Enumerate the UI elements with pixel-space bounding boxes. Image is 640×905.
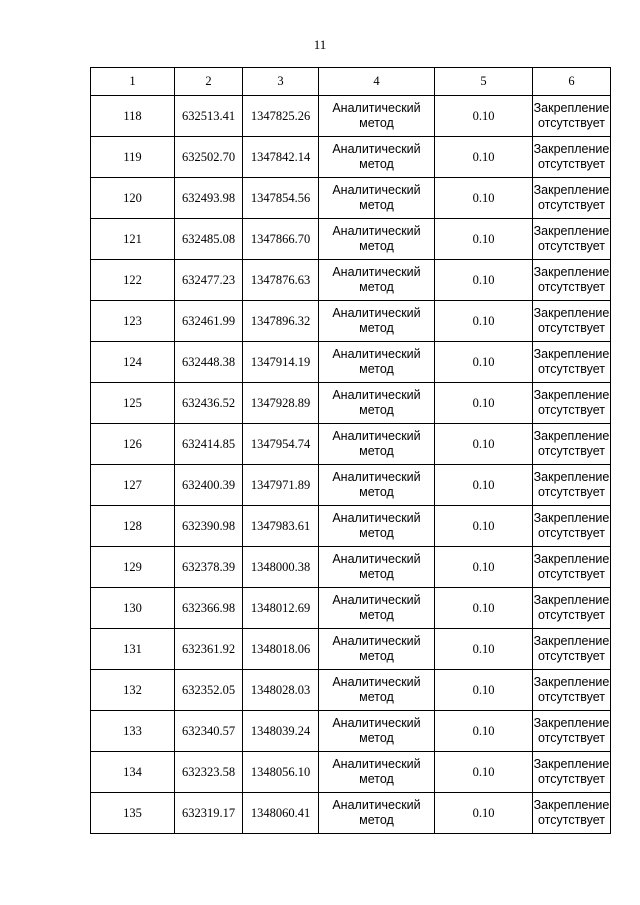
method-line-2: метод <box>359 239 394 253</box>
point-number-cell: 124 <box>91 342 175 383</box>
fixation-line-2: отсутствует <box>537 649 606 663</box>
point-number-cell: 133 <box>91 711 175 752</box>
column-header: 3 <box>243 68 319 96</box>
method-cell <box>319 383 435 424</box>
method-cell <box>319 588 435 629</box>
fixation-cell <box>533 629 611 670</box>
method-cell <box>319 137 435 178</box>
fixation-line-2: отсутствует <box>537 608 606 622</box>
accuracy-cell: 0.10 <box>435 178 533 219</box>
accuracy-cell: 0.10 <box>435 301 533 342</box>
fixation-cell <box>533 793 611 834</box>
fixation-line-1: Закрепление <box>533 224 610 238</box>
fixation-line-2: отсутствует <box>537 690 606 704</box>
method-line-2: метод <box>359 649 394 663</box>
method-cell <box>319 465 435 506</box>
accuracy-cell: 0.10 <box>435 424 533 465</box>
table-row <box>91 506 611 547</box>
method-line-2: метод <box>359 444 394 458</box>
fixation-cell <box>533 219 611 260</box>
fixation-line-1: Закрепление <box>533 798 610 812</box>
fixation-line-2: отсутствует <box>537 731 606 745</box>
accuracy-cell: 0.10 <box>435 793 533 834</box>
point-number-cell: 120 <box>91 178 175 219</box>
y-coordinate-cell: 1348056.10 <box>243 752 319 793</box>
accuracy-cell: 0.10 <box>435 342 533 383</box>
method-cell <box>319 342 435 383</box>
point-number-cell: 118 <box>91 96 175 137</box>
method-line-1: Аналитический <box>332 798 421 812</box>
fixation-line-2: отсутствует <box>537 157 606 171</box>
y-coordinate-cell: 1348012.69 <box>243 588 319 629</box>
accuracy-cell: 0.10 <box>435 711 533 752</box>
table-row <box>91 342 611 383</box>
y-coordinate-cell: 1348000.38 <box>243 547 319 588</box>
table-row <box>91 670 611 711</box>
fixation-cell <box>533 547 611 588</box>
y-coordinate-cell: 1348060.41 <box>243 793 319 834</box>
table-row <box>91 260 611 301</box>
x-coordinate-cell: 632414.85 <box>175 424 243 465</box>
method-line-2: метод <box>359 690 394 704</box>
y-coordinate-cell: 1347825.26 <box>243 96 319 137</box>
x-coordinate-cell: 632513.41 <box>175 96 243 137</box>
table-row <box>91 793 611 834</box>
y-coordinate-cell: 1347928.89 <box>243 383 319 424</box>
x-coordinate-cell: 632477.23 <box>175 260 243 301</box>
fixation-line-2: отсутствует <box>537 485 606 499</box>
accuracy-cell: 0.10 <box>435 260 533 301</box>
table-row <box>91 547 611 588</box>
x-coordinate-cell: 632323.58 <box>175 752 243 793</box>
method-line-1: Аналитический <box>332 306 421 320</box>
fixation-cell <box>533 137 611 178</box>
fixation-line-2: отсутствует <box>537 198 606 212</box>
method-line-2: метод <box>359 813 394 827</box>
x-coordinate-cell: 632319.17 <box>175 793 243 834</box>
point-number-cell: 125 <box>91 383 175 424</box>
table-row <box>91 588 611 629</box>
x-coordinate-cell: 632352.05 <box>175 670 243 711</box>
fixation-line-1: Закрепление <box>533 552 610 566</box>
table-row <box>91 219 611 260</box>
accuracy-cell: 0.10 <box>435 383 533 424</box>
fixation-line-2: отсутствует <box>537 772 606 786</box>
method-line-1: Аналитический <box>332 347 421 361</box>
method-line-2: метод <box>359 116 394 130</box>
method-line-1: Аналитический <box>332 183 421 197</box>
point-number-cell: 119 <box>91 137 175 178</box>
table-row <box>91 752 611 793</box>
fixation-line-2: отсутствует <box>537 116 606 130</box>
column-header: 2 <box>175 68 243 96</box>
column-header: 1 <box>91 68 175 96</box>
fixation-line-2: отсутствует <box>537 239 606 253</box>
y-coordinate-cell: 1347954.74 <box>243 424 319 465</box>
method-line-2: метод <box>359 567 394 581</box>
method-cell <box>319 424 435 465</box>
method-line-2: метод <box>359 526 394 540</box>
fixation-line-1: Закрепление <box>533 716 610 730</box>
method-line-1: Аналитический <box>332 716 421 730</box>
fixation-line-2: отсутствует <box>537 444 606 458</box>
fixation-line-1: Закрепление <box>533 306 610 320</box>
fixation-line-1: Закрепление <box>533 265 610 279</box>
method-line-1: Аналитический <box>332 552 421 566</box>
point-number-cell: 122 <box>91 260 175 301</box>
x-coordinate-cell: 632340.57 <box>175 711 243 752</box>
accuracy-cell: 0.10 <box>435 547 533 588</box>
point-number-cell: 121 <box>91 219 175 260</box>
table-row <box>91 383 611 424</box>
method-line-1: Аналитический <box>332 142 421 156</box>
x-coordinate-cell: 632448.38 <box>175 342 243 383</box>
fixation-cell <box>533 96 611 137</box>
method-line-1: Аналитический <box>332 470 421 484</box>
x-coordinate-cell: 632366.98 <box>175 588 243 629</box>
y-coordinate-cell: 1348018.06 <box>243 629 319 670</box>
fixation-line-1: Закрепление <box>533 593 610 607</box>
point-number-cell: 127 <box>91 465 175 506</box>
point-number-cell: 128 <box>91 506 175 547</box>
fixation-line-1: Закрепление <box>533 634 610 648</box>
fixation-cell <box>533 670 611 711</box>
method-line-2: метод <box>359 608 394 622</box>
accuracy-cell: 0.10 <box>435 219 533 260</box>
fixation-line-1: Закрепление <box>533 429 610 443</box>
x-coordinate-cell: 632378.39 <box>175 547 243 588</box>
fixation-line-1: Закрепление <box>533 142 610 156</box>
fixation-line-2: отсутствует <box>537 362 606 376</box>
point-number-cell: 134 <box>91 752 175 793</box>
y-coordinate-cell: 1347876.63 <box>243 260 319 301</box>
fixation-line-1: Закрепление <box>533 347 610 361</box>
table-row <box>91 96 611 137</box>
method-line-2: метод <box>359 772 394 786</box>
method-cell <box>319 629 435 670</box>
y-coordinate-cell: 1347896.32 <box>243 301 319 342</box>
method-cell <box>319 793 435 834</box>
table-row <box>91 629 611 670</box>
table-row <box>91 137 611 178</box>
fixation-line-1: Закрепление <box>533 675 610 689</box>
x-coordinate-cell: 632461.99 <box>175 301 243 342</box>
method-line-2: метод <box>359 280 394 294</box>
table-row <box>91 424 611 465</box>
y-coordinate-cell: 1347914.19 <box>243 342 319 383</box>
point-number-cell: 131 <box>91 629 175 670</box>
x-coordinate-cell: 632361.92 <box>175 629 243 670</box>
table-row <box>91 711 611 752</box>
fixation-cell <box>533 342 611 383</box>
fixation-cell <box>533 506 611 547</box>
method-cell <box>319 670 435 711</box>
method-line-2: метод <box>359 731 394 745</box>
accuracy-cell: 0.10 <box>435 137 533 178</box>
method-line-1: Аналитический <box>332 675 421 689</box>
fixation-line-1: Закрепление <box>533 101 610 115</box>
method-cell <box>319 301 435 342</box>
fixation-line-2: отсутствует <box>537 526 606 540</box>
accuracy-cell: 0.10 <box>435 506 533 547</box>
table-row <box>91 178 611 219</box>
method-line-2: метод <box>359 485 394 499</box>
method-line-2: метод <box>359 403 394 417</box>
fixation-line-2: отсутствует <box>537 813 606 827</box>
y-coordinate-cell: 1347854.56 <box>243 178 319 219</box>
method-cell <box>319 711 435 752</box>
method-line-2: метод <box>359 198 394 212</box>
accuracy-cell: 0.10 <box>435 752 533 793</box>
y-coordinate-cell: 1347842.14 <box>243 137 319 178</box>
table-row <box>91 465 611 506</box>
x-coordinate-cell: 632493.98 <box>175 178 243 219</box>
point-number-cell: 130 <box>91 588 175 629</box>
fixation-cell <box>533 178 611 219</box>
fixation-line-1: Закрепление <box>533 183 610 197</box>
point-number-cell: 132 <box>91 670 175 711</box>
fixation-cell <box>533 301 611 342</box>
column-header: 5 <box>435 68 533 96</box>
method-cell <box>319 547 435 588</box>
fixation-line-1: Закрепление <box>533 388 610 402</box>
fixation-line-2: отсутствует <box>537 403 606 417</box>
accuracy-cell: 0.10 <box>435 670 533 711</box>
fixation-line-2: отсутствует <box>537 280 606 294</box>
method-line-1: Аналитический <box>332 634 421 648</box>
method-line-1: Аналитический <box>332 388 421 402</box>
fixation-line-1: Закрепление <box>533 511 610 525</box>
accuracy-cell: 0.10 <box>435 465 533 506</box>
accuracy-cell: 0.10 <box>435 629 533 670</box>
fixation-cell <box>533 752 611 793</box>
method-cell <box>319 219 435 260</box>
method-line-1: Аналитический <box>332 757 421 771</box>
y-coordinate-cell: 1348028.03 <box>243 670 319 711</box>
point-number-cell: 123 <box>91 301 175 342</box>
x-coordinate-cell: 632390.98 <box>175 506 243 547</box>
x-coordinate-cell: 632485.08 <box>175 219 243 260</box>
method-cell <box>319 178 435 219</box>
coordinates-table <box>90 67 611 834</box>
fixation-cell <box>533 424 611 465</box>
fixation-cell <box>533 465 611 506</box>
fixation-line-2: отсутствует <box>537 567 606 581</box>
fixation-cell <box>533 711 611 752</box>
point-number-cell: 135 <box>91 793 175 834</box>
page-number: 11 <box>313 37 327 52</box>
point-number-cell: 129 <box>91 547 175 588</box>
table-row <box>91 301 611 342</box>
y-coordinate-cell: 1347971.89 <box>243 465 319 506</box>
accuracy-cell: 0.10 <box>435 588 533 629</box>
method-line-1: Аналитический <box>332 101 421 115</box>
method-cell <box>319 506 435 547</box>
method-cell <box>319 96 435 137</box>
fixation-line-2: отсутствует <box>537 321 606 335</box>
x-coordinate-cell: 632436.52 <box>175 383 243 424</box>
method-line-2: метод <box>359 321 394 335</box>
fixation-cell <box>533 260 611 301</box>
y-coordinate-cell: 1347866.70 <box>243 219 319 260</box>
table-header-row <box>91 68 611 96</box>
method-line-1: Аналитический <box>332 593 421 607</box>
method-line-1: Аналитический <box>332 265 421 279</box>
method-line-1: Аналитический <box>332 511 421 525</box>
method-line-2: метод <box>359 157 394 171</box>
table-body <box>91 96 611 834</box>
method-line-2: метод <box>359 362 394 376</box>
accuracy-cell: 0.10 <box>435 96 533 137</box>
column-header: 4 <box>319 68 435 96</box>
y-coordinate-cell: 1348039.24 <box>243 711 319 752</box>
y-coordinate-cell: 1347983.61 <box>243 506 319 547</box>
x-coordinate-cell: 632502.70 <box>175 137 243 178</box>
method-line-1: Аналитический <box>332 224 421 238</box>
method-cell <box>319 752 435 793</box>
method-cell <box>319 260 435 301</box>
fixation-line-1: Закрепление <box>533 757 610 771</box>
method-line-1: Аналитический <box>332 429 421 443</box>
fixation-cell <box>533 588 611 629</box>
column-header: 6 <box>533 68 611 96</box>
fixation-cell <box>533 383 611 424</box>
x-coordinate-cell: 632400.39 <box>175 465 243 506</box>
point-number-cell: 126 <box>91 424 175 465</box>
fixation-line-1: Закрепление <box>533 470 610 484</box>
